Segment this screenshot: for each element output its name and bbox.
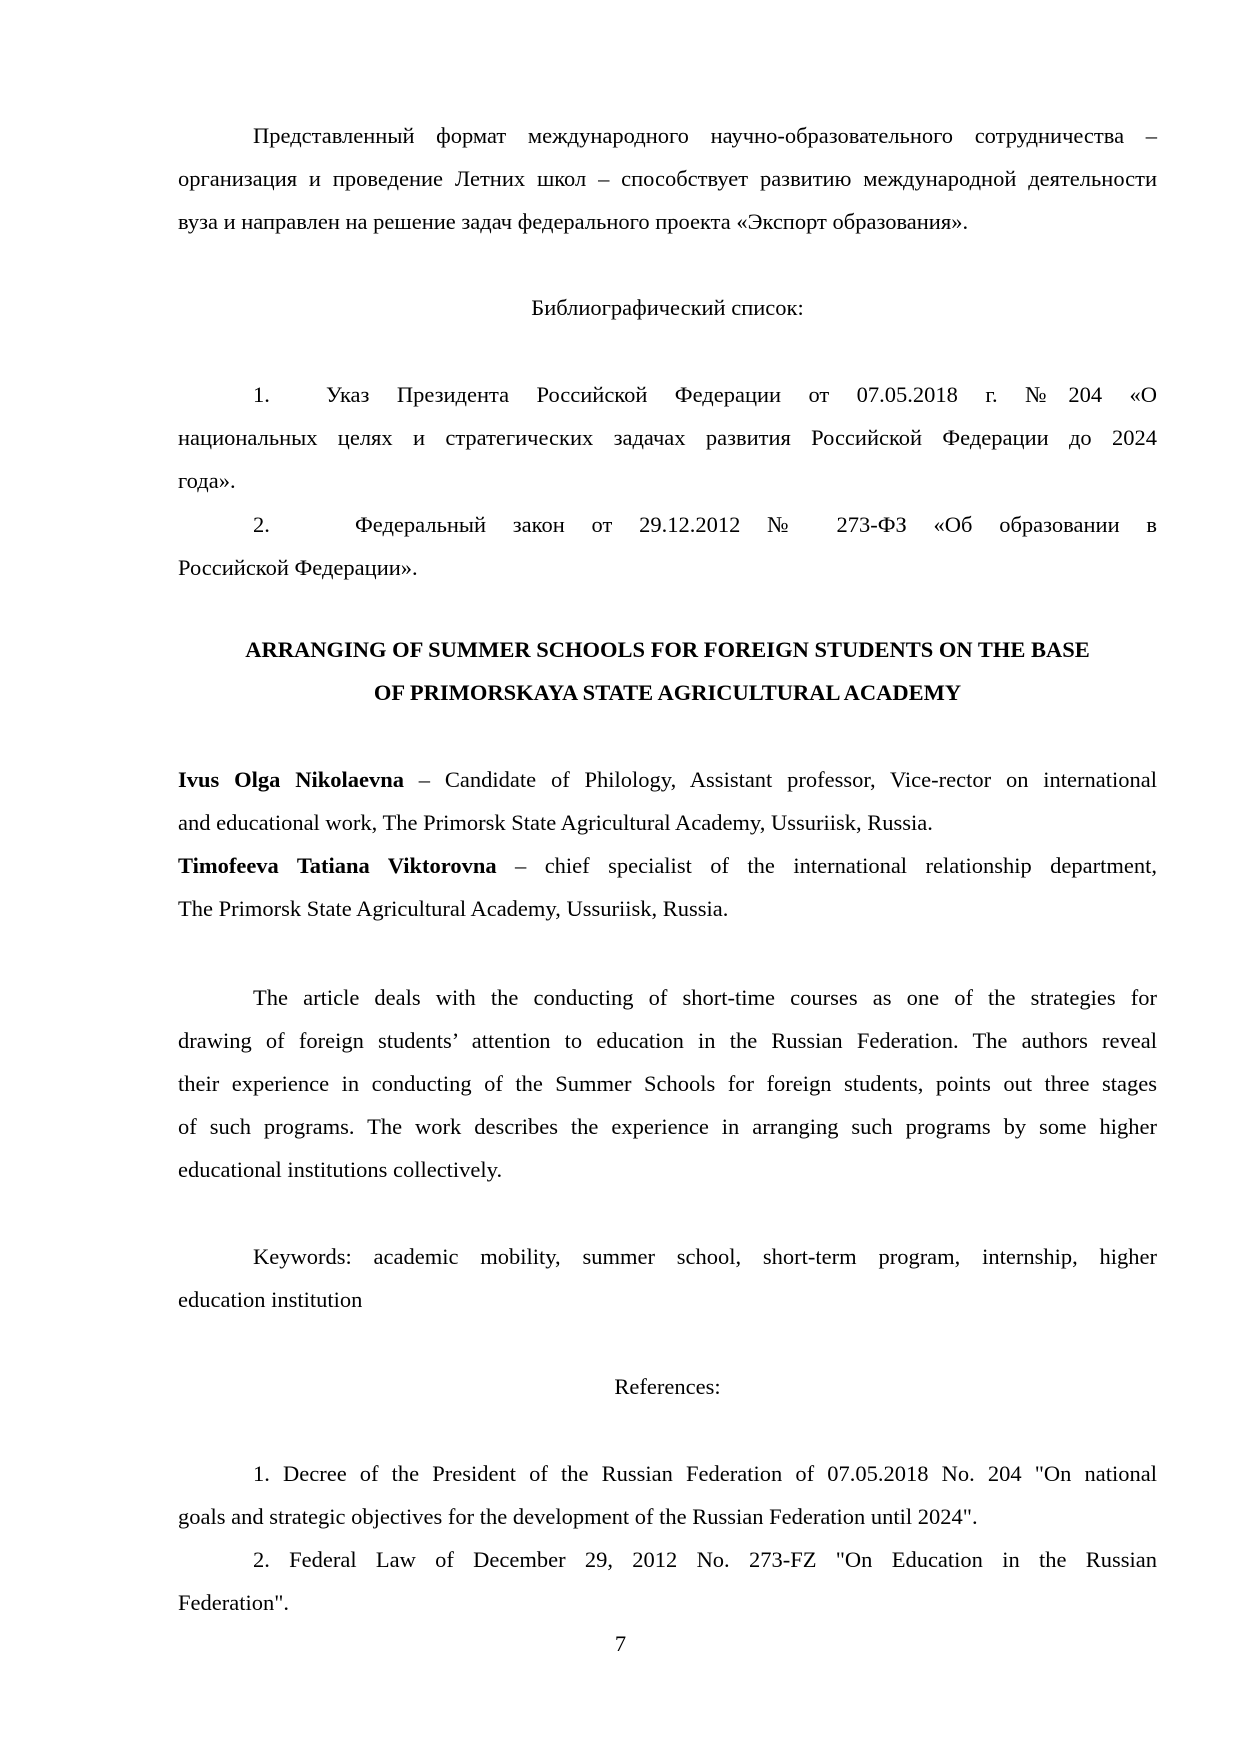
text-line: Российской Федерации». (178, 555, 418, 580)
title-line: OF PRIMORSKAYA STATE AGRICULTURAL ACADEMY (373, 680, 962, 705)
author-name: Ivus Olga Nikolaevna (178, 767, 404, 792)
author-name: Timofeeva Tatiana Viktorovna (178, 853, 497, 878)
reference-number: 1. (253, 382, 270, 407)
reference-line: Federation". (178, 1590, 290, 1615)
text-line: education institution (178, 1287, 363, 1312)
reference-number: 2. (253, 512, 270, 537)
ru-reference-2 (178, 503, 1157, 589)
text-line: educational institutions collectively. (178, 1157, 503, 1182)
text-line: The Primorsk State Agricultural Academy, Ussuriisk, Russia. (178, 896, 729, 921)
text-line: The article deals with the conducting of short-time courses as one of the strategies for (253, 985, 1157, 1010)
references-list (178, 1452, 1157, 1624)
text-line: Указ Президента Российской Федерации от 07.05.2018 г. №204 «О (326, 382, 1157, 407)
text-line: организация и проведение Летних школ – способствует развитию международной деятельности (178, 166, 1157, 191)
text-line: Представленный формат международного научно-образовательного сотрудничества – (253, 123, 1157, 148)
author-line (178, 758, 1157, 801)
page-number: 7 (614, 1631, 627, 1656)
article-title (178, 628, 1157, 714)
reference-line: 2. Federal Law of December 29, 2012 No. 273-FZ "On Education in the Russian (253, 1547, 1157, 1572)
text-line: drawing of foreign students’ attention to education in the Russian Federation. The authors reveal (178, 1028, 1157, 1053)
ru-bibliography-heading: Библиографический список: (531, 295, 804, 320)
author-info: – Candidate of Philology, Assistant professor, Vice-rector on international (403, 767, 1157, 792)
ru-reference-1 (178, 373, 1157, 502)
authors (178, 758, 1157, 930)
reference-line: goals and strategic objectives for the development of the Russian Federation until 2024". (178, 1504, 978, 1529)
title-line: ARRANGING OF SUMMER SCHOOLS FOR FOREIGN STUDENTS ON THE BASE (245, 637, 1090, 662)
text-line: Keywords: academic mobility, summer school, short-term program, internship, higher (253, 1244, 1157, 1269)
text-line: года». (178, 468, 236, 493)
text-line: Федеральный закон от 29.12.2012 № 273-ФЗ «Об образовании в (355, 512, 1157, 537)
author-line (178, 844, 1157, 887)
text-line: and educational work, The Primorsk State Agricultural Academy, Ussuriisk, Russia. (178, 810, 933, 835)
keywords (178, 1235, 1157, 1321)
text-line: национальных целях и стратегических задачах развития Российской Федерации до 2024 (178, 425, 1157, 450)
ru-conclusion-paragraph (178, 114, 1157, 243)
references-heading: References: (614, 1374, 721, 1399)
reference-line: 1. Decree of the President of the Russian Federation of 07.05.2018 No. 204 "On national (253, 1461, 1157, 1486)
abstract (178, 976, 1157, 1191)
author-info: – chief specialist of the international relationship department, (496, 853, 1157, 878)
text-line: their experience in conducting of the Summer Schools for foreign students, points out three stages (178, 1071, 1157, 1096)
text-line: вуза и направлен на решение задач федерального проекта «Экспорт образования». (178, 209, 969, 234)
text-line: of such programs. The work describes the experience in arranging such programs by some higher (178, 1114, 1157, 1139)
